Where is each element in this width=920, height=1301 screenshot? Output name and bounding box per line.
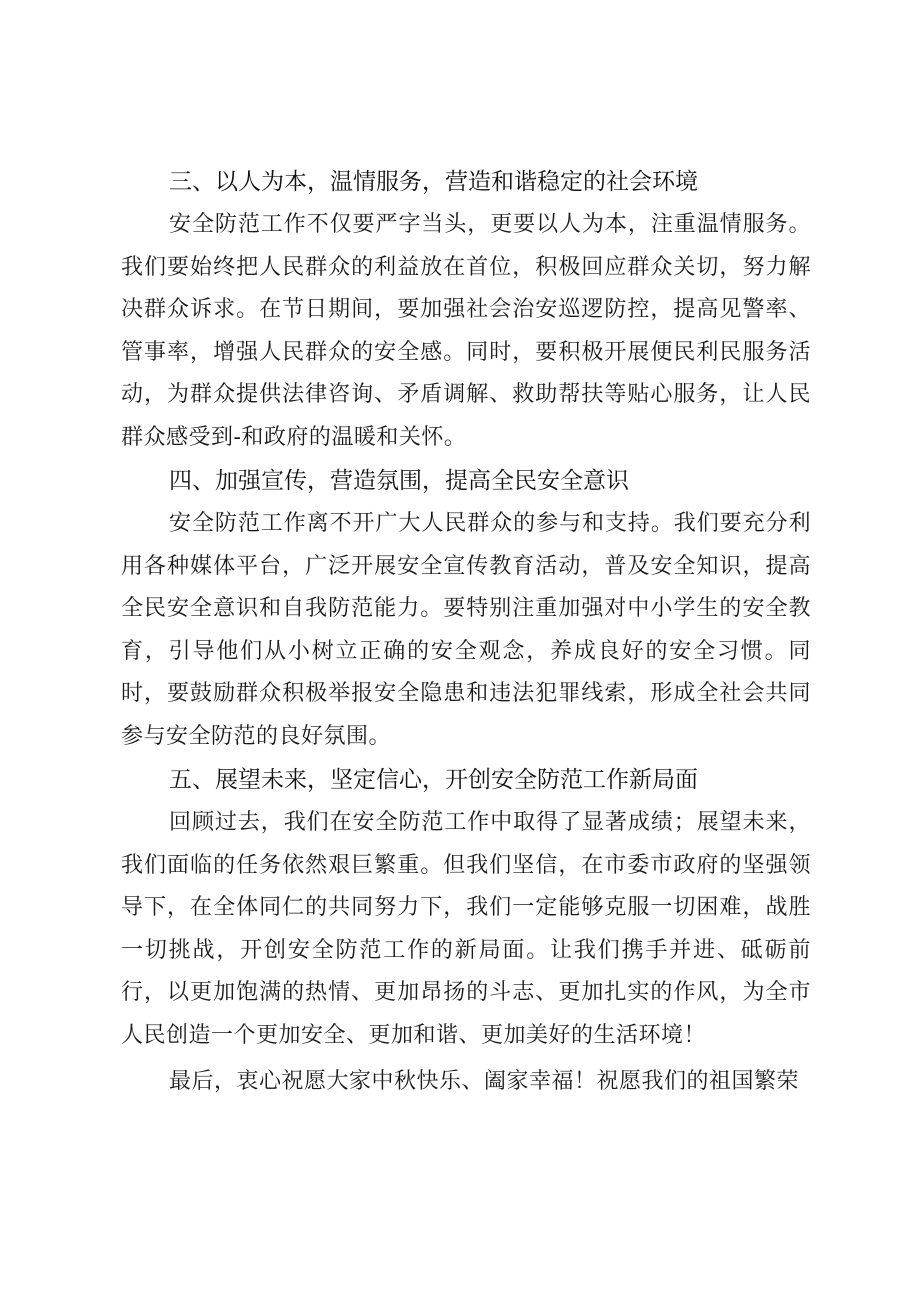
section-heading-5: 五、展望未来，坚定信心，开创安全防范工作新局面	[169, 767, 698, 793]
closing-paragraph: 最后，衷心祝愿大家中秋快乐、阖家幸福！祝愿我们的祖国繁荣	[169, 1069, 800, 1094]
document-content	[121, 162, 811, 1104]
section-heading-4: 四、加强宣传，营造氛围，提高全民安全意识	[169, 468, 629, 494]
section-heading-3: 三、以人为本，温情服务，营造和谐稳定的社会环境	[169, 169, 698, 195]
section-body-5: 回顾过去，我们在安全防范工作中取得了显著成绩；展望未来，我们面临的任务依然艰巨繁重。但我们坚信，在市委市政府的坚强领导下，在全体同仁的共同努力下，我们一定能够克服一切困难，战胜一切挑战，开创安全防范工作的新局面。让我们携手并进、砥砺前行，以更加饱满的热情、更加昂扬的斗志、更加扎实的作风，为全市人民创造一个更加安全、更加和谐、更加美好的生活环境！	[121, 810, 811, 1048]
section-body-3: 安全防范工作不仅要严字当头，更要以人为本，注重温情服务。我们要始终把人民群众的利益放在首位，积极回应群众关切，努力解决群众诉求。在节日期间，要加强社会治安巡逻防控，提高见警率、管事率，增强人民群众的安全感。同时，要积极开展便民利民服务活动，为群众提供法律咨询、矛盾调解、救助帮扶等贴心服务，让人民群众感受到-和政府的温暖和关怀。	[121, 212, 811, 450]
section-body-4: 安全防范工作离不开广大人民群众的参与和支持。我们要充分利用各种媒体平台，广泛开展安全宣传教育活动，普及安全知识，提高全民安全意识和自我防范能力。要特别注重加强对中小学生的安全教育，引导他们从小树立正确的安全观念，养成良好的安全习惯。同时，要鼓励群众积极举报安全隐患和违法犯罪线索，形成全社会共同参与安全防范的良好氛围。	[121, 511, 811, 749]
